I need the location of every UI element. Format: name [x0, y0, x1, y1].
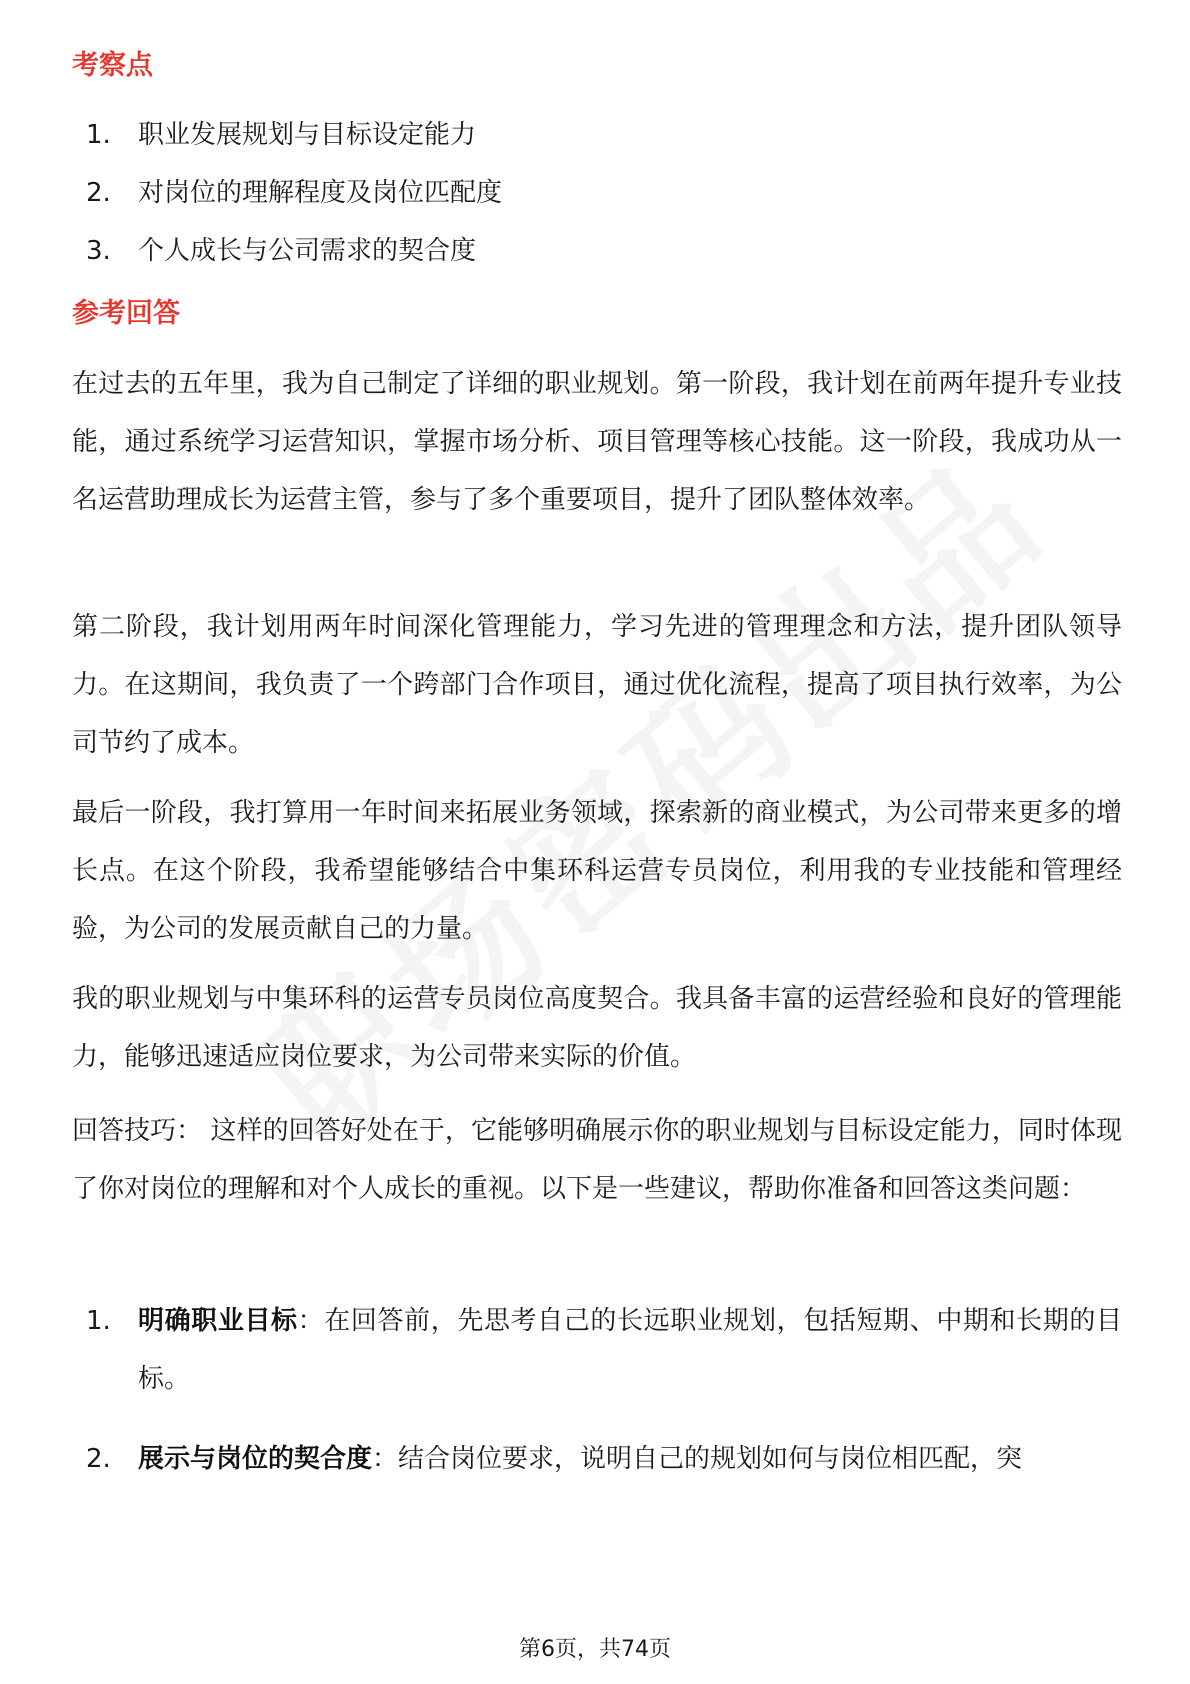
list-item — [72, 222, 1122, 280]
tip-title: 展示与岗位的契合度 — [138, 1444, 373, 1474]
list-text — [138, 1430, 1122, 1488]
section-heading-reference-answer: 参考回答 — [72, 298, 180, 329]
answer-paragraph: 我的职业规划与中集环科的运营专员岗位高度契合。我具备丰富的运营经验和良好的管理能力，能够迅速适应岗位要求，为公司带来实际的价值。 — [72, 984, 1122, 1072]
tips-list — [72, 1292, 1122, 1510]
list-item — [72, 1430, 1122, 1488]
list-number: 3. — [86, 236, 111, 266]
answer-paragraph: 第二阶段，我计划用两年时间深化管理能力，学习先进的管理理念和方法，提升团队领导力。在这期间，我负责了一个跨部门合作项目，通过优化流程，提高了项目执行效率，为公司节约了成本。 — [72, 612, 1122, 758]
list-item — [72, 164, 1122, 222]
answer-paragraph: 在过去的五年里，我为自己制定了详细的职业规划。第一阶段，我计划在前两年提升专业技能，通过系统学习运营知识，掌握市场分析、项目管理等核心技能。这一阶段，我成功从一名运营助理成长为运营主管，参与了多个重要项目，提升了团队整体效率。 — [72, 369, 1122, 515]
answer-tips-paragraph: 回答技巧： 这样的回答好处在于，它能够明确展示你的职业规划与目标设定能力，同时体现了你对岗位的理解和对个人成长的重视。以下是一些建议，帮助你准备和回答这类问题： — [72, 1116, 1122, 1204]
tip-body: ：结合岗位要求，说明自己的规划如何与岗位相匹配，突 — [372, 1444, 1023, 1474]
answer-paragraph: 最后一阶段，我打算用一年时间来拓展业务领域，探索新的商业模式，为公司带来更多的增长点。在这个阶段，我希望能够结合中集环科运营专员岗位，利用我的专业技能和管理经验，为公司的发展贡献自己的力量。 — [72, 798, 1122, 944]
tip-body: ：在回答前，先思考自己的长远职业规划，包括短期、中期和长期的目标。 — [138, 1306, 1122, 1394]
list-number: 2. — [86, 178, 111, 208]
list-number: 1. — [86, 120, 111, 150]
list-number: 2. — [86, 1444, 111, 1474]
section-heading-key-points: 考察点 — [72, 50, 153, 81]
list-number: 1. — [86, 1306, 111, 1336]
list-text: 职业发展规划与目标设定能力 — [138, 120, 477, 150]
list-text — [138, 1292, 1122, 1408]
list-item — [72, 106, 1122, 164]
list-text: 个人成长与公司需求的契合度 — [138, 236, 477, 266]
tip-title: 明确职业目标 — [138, 1306, 298, 1336]
list-item — [72, 1292, 1122, 1408]
page-number-footer: 第6页，共74页 — [519, 1637, 671, 1662]
key-points-list — [72, 106, 1122, 280]
list-text: 对岗位的理解程度及岗位匹配度 — [138, 178, 503, 208]
